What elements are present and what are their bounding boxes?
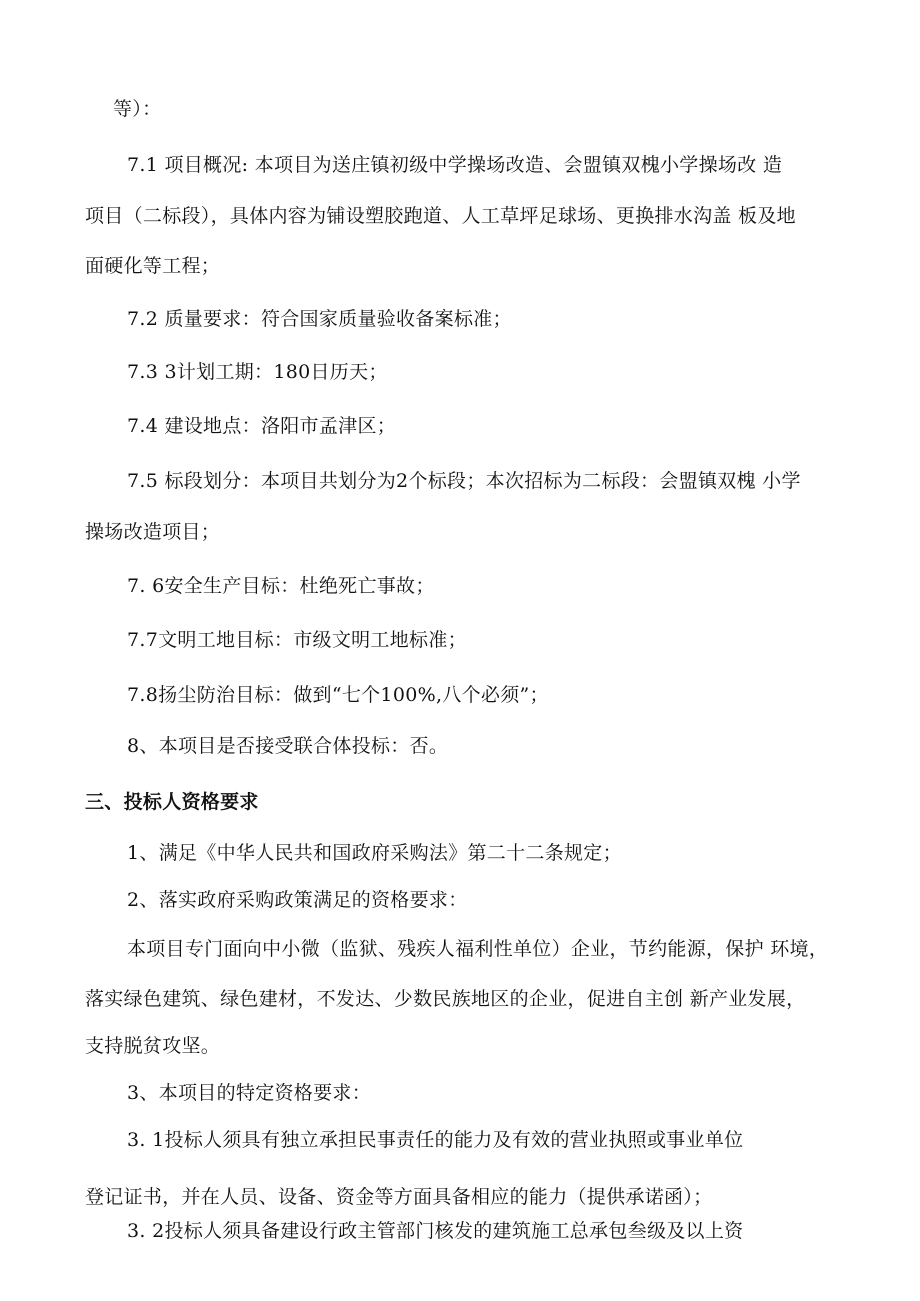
text-line-item-7-5: 7.5 标段划分：本项目共划分为2个标段；本次招标为二标段：会盟镇双槐 小学 xyxy=(127,470,801,492)
text-line-req-3-1: 3. 1投标人须具有独立承担民事责任的能力及有效的营业执照或事业单位 xyxy=(127,1129,744,1151)
text-line-item-7-1-cont-1: 项目（二标段），具体内容为铺设塑胶跑道、人工草坪足球场、更换排水沟盖 板及地 xyxy=(85,205,796,227)
section-heading-bidder-qualifications: 三、投标人资格要求 xyxy=(85,791,259,813)
text-line-req-2: 2、落实政府采购政策满足的资格要求： xyxy=(127,889,468,911)
text-line-item-7-2: 7.2 质量要求：符合国家质量验收备案标准； xyxy=(127,308,512,330)
text-line-req-3-1-cont: 登记证书，并在人员、设备、资金等方面具备相应的能力（提供承诺函）； xyxy=(85,1186,713,1208)
text-line-req-2-para: 本项目专门面向中小微（监狱、残疾人福利性单位）企业，节约能源，保护 环境， xyxy=(127,938,829,960)
text-line-item-7-3: 7.3 3计划工期：180日历天； xyxy=(127,361,388,383)
text-line-item-7-1: 7.1 项目概况: 本项目为送庄镇初级中学操场改造、会盟镇双槐小学操场改 造 xyxy=(127,154,783,176)
text-line-item-7-4: 7.4 建设地点：洛阳市孟津区； xyxy=(127,415,397,437)
text-line-item-7-6: 7. 6安全生产目标：杜绝死亡事故； xyxy=(127,575,435,597)
text-line-req-2-para-cont-2: 支持脱贫攻坚。 xyxy=(85,1035,221,1057)
text-line-item-7-7: 7.7文明工地目标：市级文明工地标准； xyxy=(127,629,467,651)
text-line-req-2-para-cont-1: 落实绿色建筑、绿色建材，不发达、少数民族地区的企业，促进自主创 新产业发展， xyxy=(85,988,806,1010)
text-line-req-3-2: 3. 2投标人须具备建设行政主管部门核发的建筑施工总承包叁级及以上资 xyxy=(127,1220,744,1242)
text-line-item-7-8: 7.8扬尘防治目标：做到“七个100%,八个必须”； xyxy=(127,684,549,706)
text-line-req-3: 3、本项目的特定资格要求： xyxy=(127,1082,371,1104)
text-line-item-7-1-cont-2: 面硬化等工程； xyxy=(85,255,221,277)
text-line-item-7-5-cont: 操场改造项目； xyxy=(85,521,221,543)
text-line-continuation: 等）： xyxy=(113,98,162,120)
text-line-req-1: 1、满足《中华人民共和国政府采购法》第二十二条规定； xyxy=(127,842,622,864)
text-line-item-8: 8、本项目是否接受联合体投标：否。 xyxy=(127,735,449,757)
